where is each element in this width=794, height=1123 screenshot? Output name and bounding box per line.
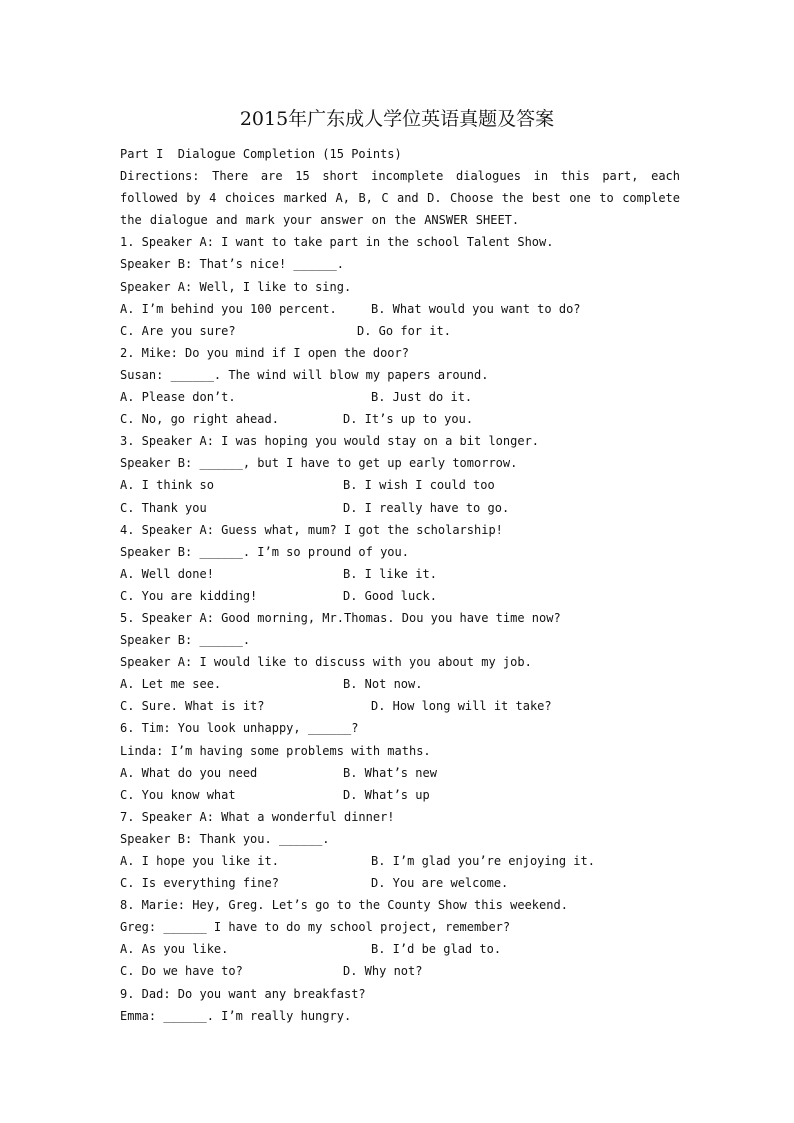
document-body xyxy=(120,143,680,1027)
option-a: A. Please don’t. xyxy=(120,390,236,405)
option-row xyxy=(120,386,680,408)
option-c: C. Is everything fine? xyxy=(120,876,279,891)
part-heading: Part I Dialogue Completion (15 Points) xyxy=(120,147,402,161)
option-c: C. Are you sure? xyxy=(120,323,236,338)
option-b: B. I wish I could too xyxy=(343,478,495,493)
option-row xyxy=(120,563,680,585)
question-line: Susan: ______. The wind will blow my papers around. xyxy=(120,367,489,382)
question-line: Greg: ______ I have to do my school project, remember? xyxy=(120,920,511,935)
option-a: A. Well done! xyxy=(120,566,214,581)
option-row xyxy=(120,298,680,320)
question-line: Speaker A: I would like to discuss with you about my job. xyxy=(120,655,532,670)
option-row xyxy=(120,938,680,960)
option-a: A. What do you need xyxy=(120,765,258,780)
option-row xyxy=(120,497,680,519)
option-c: C. Thank you xyxy=(120,500,207,515)
option-row xyxy=(120,695,680,717)
option-row xyxy=(120,960,680,982)
question-line: 5. Speaker A: Good morning, Mr.Thomas. Dou you have time now? xyxy=(120,610,561,625)
option-a: A. As you like. xyxy=(120,942,229,957)
option-d: D. Why not? xyxy=(343,964,423,979)
question-line: Emma: ______. I’m really hungry. xyxy=(120,1008,352,1023)
option-b: B. I’d be glad to. xyxy=(371,942,502,957)
option-a: A. I’m behind you 100 percent. xyxy=(120,301,337,316)
option-d: D. Go for it. xyxy=(357,323,451,338)
option-row xyxy=(120,408,680,430)
question-line: 6. Tim: You look unhappy, ______? xyxy=(120,721,359,736)
question-line: 2. Mike: Do you mind if I open the door? xyxy=(120,345,409,360)
option-row xyxy=(120,762,680,784)
option-c: C. Do we have to? xyxy=(120,964,243,979)
option-row xyxy=(120,320,680,342)
option-row xyxy=(120,474,680,496)
question-line: Speaker A: Well, I like to sing. xyxy=(120,279,352,294)
question-line: 7. Speaker A: What a wonderful dinner! xyxy=(120,809,395,824)
question-line: 3. Speaker A: I was hoping you would stay on a bit longer. xyxy=(120,434,540,449)
option-a: A. Let me see. xyxy=(120,677,222,692)
question-line: 9. Dad: Do you want any breakfast? xyxy=(120,986,366,1001)
option-b: B. What’s new xyxy=(343,765,437,780)
option-b: B. I like it. xyxy=(343,566,437,581)
question-line: Speaker B: ______. I’m so pround of you. xyxy=(120,544,409,559)
option-b: B. Not now. xyxy=(343,677,423,692)
document-title: 2015年广东成人学位英语真题及答案 xyxy=(239,108,555,130)
option-row xyxy=(120,673,680,695)
option-b: B. Just do it. xyxy=(371,390,473,405)
directions-paragraph: Directions: There are 15 short incomplete dialogues in this part, each followed by 4 choices marked A, B, C and D. Choose the best one to complete the dialogue and mark your answer on the ANSWER SHEET. xyxy=(120,169,680,228)
option-a: A. I think so xyxy=(120,478,214,493)
option-c: C. You are kidding! xyxy=(120,588,258,603)
option-row xyxy=(120,850,680,872)
option-row xyxy=(120,784,680,806)
option-a: A. I hope you like it. xyxy=(120,854,279,868)
option-c: C. Sure. What is it? xyxy=(120,699,265,714)
option-c: C. No, go right ahead. xyxy=(120,412,279,427)
question-line: Speaker B: Thank you. ______. xyxy=(120,831,330,846)
option-row xyxy=(120,585,680,607)
question-line: Linda: I’m having some problems with maths. xyxy=(120,743,431,758)
question-line: 8. Marie: Hey, Greg. Let’s go to the County Show this weekend. xyxy=(120,898,568,913)
question-line: Speaker B: ______. xyxy=(120,633,251,648)
question-line: Speaker B: That’s nice! ______. xyxy=(120,257,344,272)
option-d: D. It’s up to you. xyxy=(343,412,474,427)
question-line: Speaker B: ______, but I have to get up early tomorrow. xyxy=(120,456,518,471)
question-line: 1. Speaker A: I want to take part in the school Talent Show. xyxy=(120,235,554,250)
option-d: D. I really have to go. xyxy=(343,500,510,515)
question-line: 4. Speaker A: Guess what, mum? I got the scholarship! xyxy=(120,522,503,537)
option-d: D. How long will it take? xyxy=(371,699,552,714)
option-b: B. I’m glad you’re enjoying it. xyxy=(371,854,595,868)
option-row xyxy=(120,872,680,894)
option-d: D. You are welcome. xyxy=(371,876,509,891)
option-c: C. You know what xyxy=(120,787,236,802)
option-d: D. Good luck. xyxy=(343,588,437,603)
option-b: B. What would you want to do? xyxy=(371,301,581,316)
option-d: D. What’s up xyxy=(343,787,430,802)
